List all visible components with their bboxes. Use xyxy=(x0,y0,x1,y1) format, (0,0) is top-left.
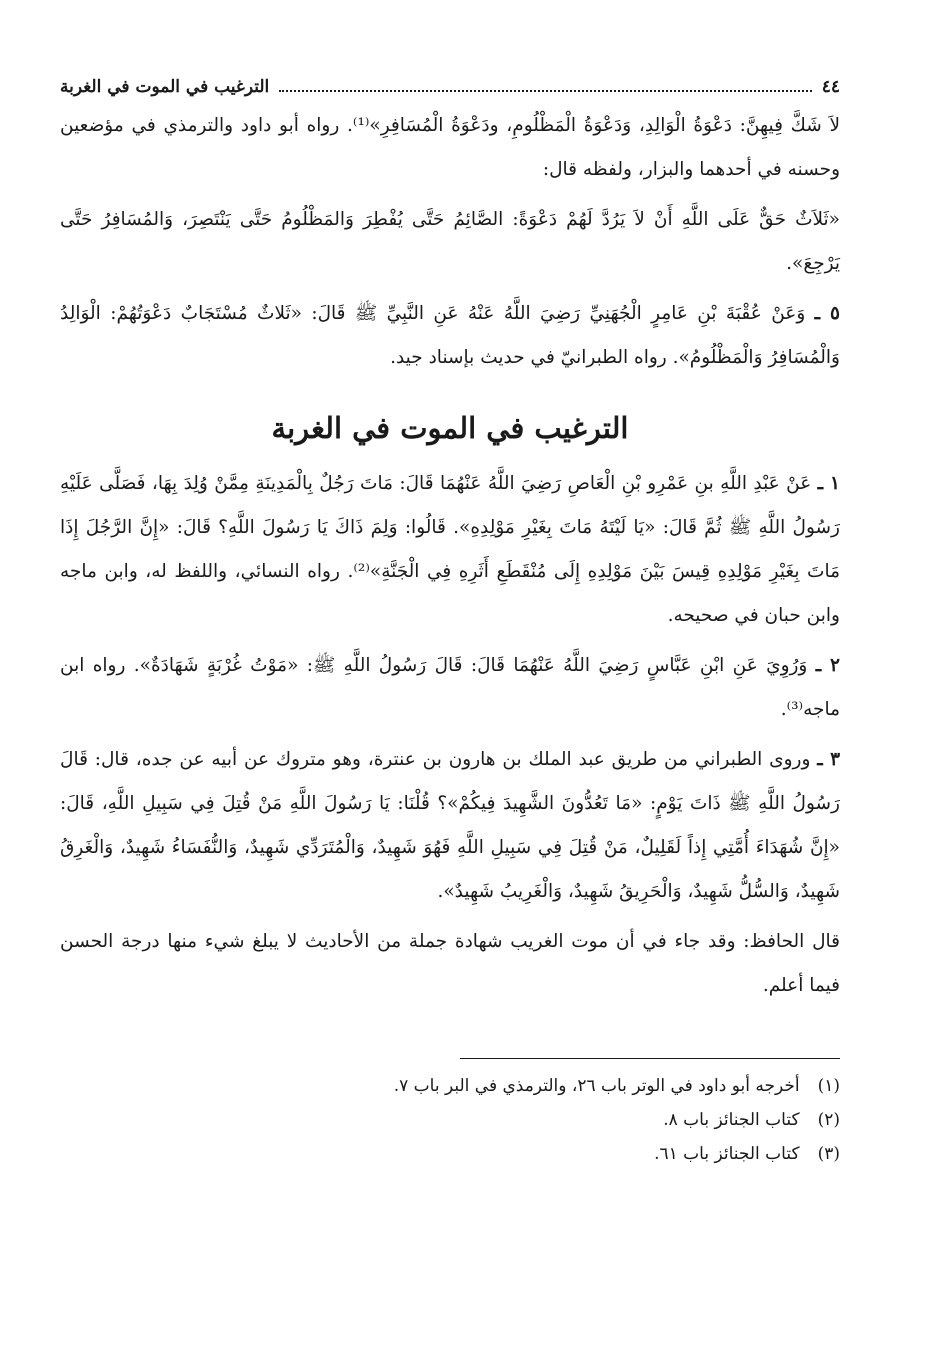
footnote-text: كتاب الجنائز باب ٦١. xyxy=(654,1144,800,1164)
hadith-text: عَنْ عَبْدِ اللَّهِ بنِ عَمْرِو بْنِ الْعَاصِ رَضِيَ اللَّهُ عَنْهُمَا قَالَ: مَاتَ رَجُلٌ بِالْمَدِينَةِ مِمَّنْ وُلِدَ بِهَا، فَصَلَّى عَلَيْهِ رَسُولُ اللَّهِ ﷺ ثُمَّ قَالَ: «يَا لَيْتَهُ مَاتَ بِغَيْرِ مَوْلِدِهِ». قَالُوا: وَلِمَ ذَاكَ يَا رَسُولَ اللَّهِ؟ قَالَ: «إِنَّ الرَّجُلَ إِذَا مَاتَ بِغَيْرِ مَوْلِدِهِ قِيسَ بَيْنَ مَوْلِدِهِ إِلَى مُنْقَطَعِ أَثَرِهِ فِي الْجَنَّةِ»⁽²⁾. رواه النسائي، واللفظ له، وابن ماجه وابن حبان في صحيحه. xyxy=(60,473,841,626)
footnote-mark: (٣) xyxy=(817,1144,840,1164)
hadith-quote: «ثَلاَثٌ حَقٌّ عَلَى اللَّهِ أَنْ لاَ يَرُدَّ لَهُمْ دَعْوَةً: الصَّائِمُ حَتَّى يُفْطِرَ وَالمَظْلُومُ حَتَّى يَنْتَصِرَ، وَالمُسَافِرُ حَتَّى يَرْجِعَ». xyxy=(60,209,840,274)
hadith-text: وروى الطبراني من طريق عبد الملك بن هارون بن عنترة، وهو متروك عن أبيه عن جده، قال: قَالَ رَسُولُ اللَّهِ ﷺ ذَاتَ يَوْمٍ: «مَا تَعُدُّونَ الشَّهِيدَ فِيكُمْ»؟ قُلْنَا: يَا رَسُولَ اللَّهِ مَنْ قُتِلَ فِي سَبِيلِ اللَّهِ، قَالَ: «إِنَّ شُهَدَاءَ أُمَّتِي إِذاً لَقَلِيلٌ، مَنْ قُتِلَ فِي سَبِيلِ اللَّهِ فَهُوَ شَهِيدٌ، وَالْمُتَرَدِّي شَهِيدٌ، وَالنُّفَسَاءُ شَهِيدٌ، وَالْغَرِقُ شَهِيدٌ، وَالسُّلُّ شَهِيدٌ، وَالْحَرِيقُ شَهِيدٌ، وَالْغَرِيبُ شَهِيدٌ». xyxy=(60,749,840,902)
hadith-text: وَعَنْ عُقْبَةَ بْنِ عَامِرٍ الْجُهَنِيِّ رَضِيَ اللَّهُ عَنْهُ عَنِ النَّبِيِّ ﷺ قَالَ: «ثَلاثٌ مُسْتَجَابٌ دَعْوَتُهُمْ: الْوَالِدُ وَالْمُسَافِرُ وَالْمَظْلُومُ». رواه الطبرانيّ في حديث بإسناد جيد. xyxy=(60,303,840,368)
hadith-number: ٢ ـ xyxy=(815,655,840,676)
footnote-text: كتاب الجنائز باب ٨. xyxy=(663,1110,800,1130)
header-dot-leader xyxy=(279,72,811,92)
footnote-mark: (١) xyxy=(817,1076,840,1096)
book-page xyxy=(60,70,840,1171)
footnote-item xyxy=(60,1137,840,1171)
page-number: ٤٤ xyxy=(821,77,840,97)
footnote-item xyxy=(60,1069,840,1103)
hadith-5 xyxy=(60,292,840,380)
hadith-number: ٥ ـ xyxy=(814,303,840,324)
section-title: الترغيب في الموت في الغربة xyxy=(271,411,629,445)
footnotes xyxy=(60,1069,840,1171)
footnote-item xyxy=(60,1103,840,1137)
main-text xyxy=(60,104,840,1008)
footnote-divider xyxy=(460,1058,840,1059)
hadith-1 xyxy=(60,462,840,638)
hadith-number: ٣ ـ xyxy=(817,749,840,770)
hadith-2 xyxy=(60,644,840,732)
continuation-paragraph: لاَ شَكَّ فِيهِنَّ: دَعْوَةُ الْوَالِدِ، وَدَعْوَةُ الْمَظْلُومِ، ودَعْوَةُ الْمُسَافِرِ»⁽¹⁾. رواه أبو داود والترمذي في مؤضعين وحسنه في أحدهما والبزار، ولفظه قال: xyxy=(60,115,840,180)
running-title: الترغيب في الموت في الغربة xyxy=(60,77,270,97)
running-header xyxy=(60,70,840,104)
hadith-3 xyxy=(60,738,840,914)
closing-note: قال الحافظ: وقد جاء في أن موت الغريب شهادة جملة من الأحاديث لا يبلغ شيء منها درجة الحسن فيما أعلم. xyxy=(60,931,840,996)
hadith-text: وَرُوِيَ عَنِ ابْنِ عَبَّاسٍ رَضِيَ اللَّهُ عَنْهُمَا قَالَ: قَالَ رَسُولُ اللَّهِ ﷺ: «مَوْتُ غُرْبَةٍ شَهَادَةٌ». رواه ابن ماجه⁽³⁾. xyxy=(60,655,840,720)
footnote-mark: (٢) xyxy=(817,1110,840,1130)
hadith-number: ١ ـ xyxy=(817,473,840,494)
footnote-text: أخرجه أبو داود في الوتر باب ٢٦، والترمذي في البر باب ٧. xyxy=(393,1076,800,1096)
